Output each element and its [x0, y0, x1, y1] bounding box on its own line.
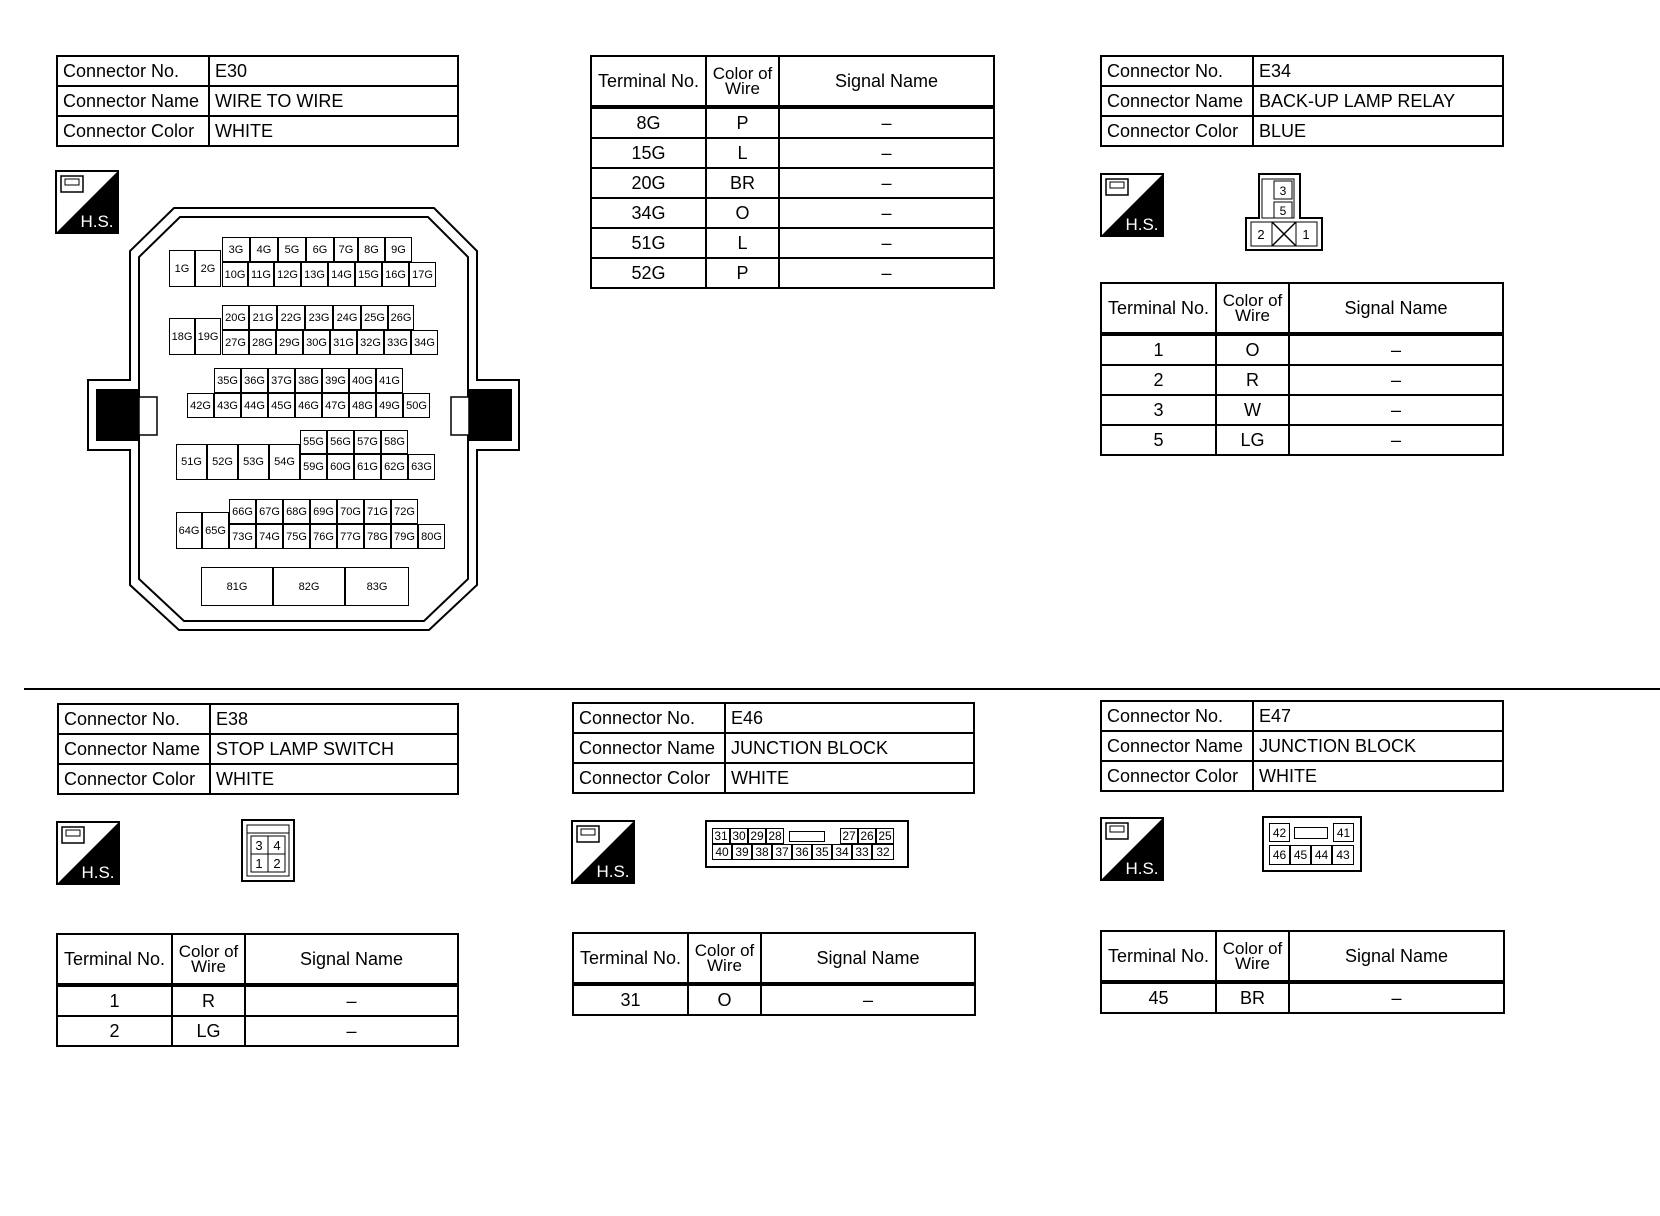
e30-pin: 11G: [248, 262, 274, 287]
e46-terminal-table: [572, 932, 976, 1016]
e30-pin: 39G: [322, 368, 349, 393]
table-cell: –: [779, 138, 994, 168]
e30-pin: 19G: [195, 318, 221, 355]
connector-color-label: Connector Color: [573, 763, 725, 793]
e30-pin: 56G: [327, 430, 354, 454]
e30-pin: 45G: [268, 393, 295, 418]
table-cell: –: [779, 198, 994, 228]
table-cell: LG: [172, 1016, 245, 1046]
e30-pin: 28G: [249, 330, 276, 355]
e30-pin: 24G: [333, 305, 361, 330]
e30-pin: 62G: [381, 454, 408, 480]
e30-pin: 68G: [283, 499, 310, 524]
connector-color-value: WHITE: [209, 116, 458, 146]
table-cell: –: [1289, 395, 1503, 425]
connector-name-label: Connector Name: [1101, 731, 1253, 761]
table-cell: 1: [1101, 334, 1216, 365]
e34-pin: 5: [1279, 204, 1287, 218]
e38-terminal-table: [56, 933, 459, 1047]
e30-pin: 17G: [409, 262, 436, 287]
signal-name-header: Signal Name: [245, 934, 458, 985]
e30-pin: 53G: [238, 444, 269, 480]
e47-key-slot: [1294, 827, 1328, 839]
e30-pin: 76G: [310, 524, 337, 549]
table-cell: O: [688, 984, 761, 1015]
hs-label: H.S.: [596, 862, 630, 881]
e30-pin: 79G: [391, 524, 418, 549]
connector-color-value: WHITE: [725, 763, 974, 793]
e30-pin: 25G: [361, 305, 388, 330]
e47-info-table: [1100, 700, 1504, 792]
e38-pin: 4: [273, 838, 281, 853]
e30-info-table: [56, 55, 459, 147]
table-cell: O: [706, 198, 779, 228]
connector-name-label: Connector Name: [1101, 86, 1253, 116]
wire-color-header: Color of Wire: [172, 934, 245, 985]
table-row: [573, 984, 975, 1015]
e30-pin: 82G: [273, 567, 345, 606]
e46-pin: 32: [872, 844, 894, 860]
e30-pin: 81G: [201, 567, 273, 606]
connector-no-value: E46: [725, 703, 974, 733]
e30-pin: 2G: [195, 250, 221, 287]
connector-no-value: E30: [209, 56, 458, 86]
terminal-no-header: Terminal No.: [57, 934, 172, 985]
table-cell: –: [245, 985, 458, 1016]
connector-no-label: Connector No.: [573, 703, 725, 733]
e30-pin: 52G: [207, 444, 238, 480]
connector-no-label: Connector No.: [1101, 56, 1253, 86]
e38-pin: 3: [255, 838, 263, 853]
wire-color-header: Color of Wire: [706, 56, 779, 107]
e30-pin: 51G: [176, 444, 207, 480]
e30-pin: 13G: [301, 262, 328, 287]
e30-pin: 78G: [364, 524, 391, 549]
e46-pin: 31: [712, 828, 730, 844]
e30-pin: 4G: [250, 237, 278, 262]
e30-pin: 63G: [408, 454, 435, 480]
signal-name-header: Signal Name: [761, 933, 975, 984]
e30-pin: 8G: [358, 237, 385, 262]
hs-label: H.S.: [80, 212, 114, 231]
signal-name-header: Signal Name: [1289, 283, 1503, 334]
table-cell: W: [1216, 395, 1289, 425]
connector-name-value: JUNCTION BLOCK: [1253, 731, 1503, 761]
table-cell: L: [706, 138, 779, 168]
signal-name-header: Signal Name: [779, 56, 994, 107]
hs-connector-icon: [571, 820, 635, 884]
e34-terminal-table: [1100, 282, 1504, 456]
e30-pin: 23G: [305, 305, 333, 330]
e30-pin: 20G: [222, 305, 249, 330]
connector-color-label: Connector Color: [1101, 761, 1253, 791]
connector-name-value: WIRE TO WIRE: [209, 86, 458, 116]
table-row: [57, 1016, 458, 1046]
e30-pin: 67G: [256, 499, 283, 524]
table-row: [591, 228, 994, 258]
table-cell: BR: [706, 168, 779, 198]
table-cell: P: [706, 258, 779, 288]
connector-color-value: WHITE: [210, 764, 458, 794]
e38-connector-face: [241, 819, 296, 883]
terminal-no-header: Terminal No.: [1101, 931, 1216, 982]
e34-pin: 2: [1257, 227, 1265, 242]
e30-pin: 70G: [337, 499, 364, 524]
connector-name-label: Connector Name: [58, 734, 210, 764]
e30-terminal-table: [590, 55, 995, 289]
connector-name-label: Connector Name: [57, 86, 209, 116]
e46-pin: 28: [766, 828, 784, 844]
e47-pin: 45: [1290, 845, 1311, 865]
signal-name-header: Signal Name: [1289, 931, 1504, 982]
e46-pin: 30: [730, 828, 748, 844]
e34-pin: 1: [1302, 227, 1310, 242]
table-row: [1101, 982, 1504, 1013]
e30-pin: 42G: [187, 393, 214, 418]
e30-pin: 73G: [229, 524, 256, 549]
e47-pin: 42: [1269, 823, 1290, 842]
hs-connector-icon: [56, 821, 120, 885]
e30-pin: 54G: [269, 444, 300, 480]
e30-pin: 75G: [283, 524, 310, 549]
e47-pin: 43: [1332, 845, 1354, 865]
e46-pin: 25: [876, 828, 894, 844]
table-cell: 31: [573, 984, 688, 1015]
table-cell: 20G: [591, 168, 706, 198]
e46-pin: 34: [832, 844, 852, 860]
e30-pin: 64G: [176, 512, 202, 549]
e46-pin: 38: [752, 844, 772, 860]
e30-pin: 59G: [300, 454, 327, 480]
table-cell: L: [706, 228, 779, 258]
table-cell: –: [779, 258, 994, 288]
table-cell: R: [1216, 365, 1289, 395]
e47-pin: 44: [1311, 845, 1332, 865]
connector-color-label: Connector Color: [1101, 116, 1253, 146]
e30-pin: 21G: [249, 305, 277, 330]
table-cell: R: [172, 985, 245, 1016]
e30-pin: 65G: [202, 512, 229, 549]
connector-no-label: Connector No.: [57, 56, 209, 86]
e30-pin: 37G: [268, 368, 295, 393]
e46-key-slot: [789, 831, 825, 842]
table-row: [1101, 425, 1503, 455]
table-cell: 5: [1101, 425, 1216, 455]
e30-pin: 30G: [303, 330, 330, 355]
e30-pin: 22G: [277, 305, 305, 330]
table-cell: –: [1289, 982, 1504, 1013]
terminal-no-header: Terminal No.: [573, 933, 688, 984]
e30-pin: 60G: [327, 454, 354, 480]
e30-pin: 57G: [354, 430, 381, 454]
connector-color-label: Connector Color: [58, 764, 210, 794]
e46-pin: 27: [840, 828, 858, 844]
e46-pin: 40: [712, 844, 732, 860]
table-row: [591, 258, 994, 288]
e30-pin: 14G: [328, 262, 355, 287]
hs-label: H.S.: [1125, 859, 1159, 878]
connector-no-value: E38: [210, 704, 458, 734]
e30-pin: 6G: [306, 237, 334, 262]
table-cell: –: [1289, 334, 1503, 365]
wire-color-header: Color of Wire: [688, 933, 761, 984]
e46-pin: 36: [792, 844, 812, 860]
connector-no-label: Connector No.: [1101, 701, 1253, 731]
e30-pin: 66G: [229, 499, 256, 524]
e30-pin: 77G: [337, 524, 364, 549]
e47-terminal-table: [1100, 930, 1505, 1014]
table-row: [57, 985, 458, 1016]
table-cell: 2: [57, 1016, 172, 1046]
hs-label: H.S.: [1125, 215, 1159, 234]
e30-pin: 41G: [376, 368, 403, 393]
connector-color-value: BLUE: [1253, 116, 1503, 146]
table-cell: –: [1289, 425, 1503, 455]
e30-pin: 74G: [256, 524, 283, 549]
table-cell: –: [761, 984, 975, 1015]
table-row: [591, 168, 994, 198]
e30-pin: 83G: [345, 567, 409, 606]
e30-pin: 33G: [384, 330, 411, 355]
e30-pin: 15G: [355, 262, 382, 287]
e30-pin: 26G: [388, 305, 414, 330]
e34-pin: 3: [1279, 184, 1287, 198]
connector-color-value: WHITE: [1253, 761, 1503, 791]
e34-info-table: [1100, 55, 1504, 147]
e30-pin: 61G: [354, 454, 381, 480]
e30-pin: 71G: [364, 499, 391, 524]
e30-pin: 1G: [169, 250, 195, 287]
e46-pin: 39: [732, 844, 752, 860]
table-row: [591, 138, 994, 168]
e30-pin: 43G: [214, 393, 241, 418]
connector-name-value: JUNCTION BLOCK: [725, 733, 974, 763]
e30-pin: 38G: [295, 368, 322, 393]
connector-color-label: Connector Color: [57, 116, 209, 146]
e46-pin: 26: [858, 828, 876, 844]
e30-pin: 49G: [376, 393, 403, 418]
e34-connector-face: [1244, 172, 1326, 254]
table-cell: BR: [1216, 982, 1289, 1013]
table-row: [1101, 334, 1503, 365]
e46-pin: 37: [772, 844, 792, 860]
table-cell: –: [1289, 365, 1503, 395]
e30-pin: 5G: [278, 237, 306, 262]
wire-color-header: Color of Wire: [1216, 283, 1289, 334]
e30-pin: 58G: [381, 430, 408, 454]
connector-no-value: E34: [1253, 56, 1503, 86]
e38-info-table: [57, 703, 459, 795]
e30-pin: 69G: [310, 499, 337, 524]
hs-connector-icon: [1100, 173, 1164, 237]
e30-pin: 35G: [214, 368, 241, 393]
e30-pin: 55G: [300, 430, 327, 454]
table-cell: –: [779, 168, 994, 198]
connector-name-label: Connector Name: [573, 733, 725, 763]
table-cell: –: [779, 107, 994, 138]
e47-pin: 41: [1333, 823, 1354, 842]
table-row: [591, 198, 994, 228]
table-cell: –: [245, 1016, 458, 1046]
e30-pin: 3G: [222, 237, 250, 262]
e30-pin: 18G: [169, 318, 195, 355]
e30-pin: 32G: [357, 330, 384, 355]
e30-pin: 72G: [391, 499, 418, 524]
e47-pin: 46: [1269, 845, 1290, 865]
section-divider: [24, 688, 1660, 690]
e30-pin: 12G: [274, 262, 301, 287]
table-cell: –: [779, 228, 994, 258]
e30-pin: 16G: [382, 262, 409, 287]
e30-pin: 50G: [403, 393, 430, 418]
e46-pin: 35: [812, 844, 832, 860]
hs-connector-icon: [1100, 817, 1164, 881]
e30-pin: 34G: [411, 330, 438, 355]
e46-info-table: [572, 702, 975, 794]
table-row: [591, 107, 994, 138]
e30-pin: 40G: [349, 368, 376, 393]
e30-pin: 9G: [385, 237, 412, 262]
e30-pin: 10G: [222, 262, 248, 287]
table-cell: LG: [1216, 425, 1289, 455]
table-cell: 52G: [591, 258, 706, 288]
e30-pin: 29G: [276, 330, 303, 355]
table-cell: 34G: [591, 198, 706, 228]
connector-no-value: E47: [1253, 701, 1503, 731]
table-cell: O: [1216, 334, 1289, 365]
wire-color-header: Color of Wire: [1216, 931, 1289, 982]
table-row: [1101, 395, 1503, 425]
e30-pin: 48G: [349, 393, 376, 418]
table-cell: 15G: [591, 138, 706, 168]
e38-pin: 1: [255, 856, 263, 871]
e30-pin: 46G: [295, 393, 322, 418]
e30-pin: 47G: [322, 393, 349, 418]
e30-pin: 27G: [222, 330, 249, 355]
table-cell: 45: [1101, 982, 1216, 1013]
table-cell: 8G: [591, 107, 706, 138]
e46-pin: 29: [748, 828, 766, 844]
e30-pin: 31G: [330, 330, 357, 355]
e30-pin: 7G: [334, 237, 358, 262]
table-cell: 3: [1101, 395, 1216, 425]
table-cell: 2: [1101, 365, 1216, 395]
e46-pin: 33: [852, 844, 872, 860]
e30-pin: 80G: [418, 524, 445, 549]
e38-pin: 2: [273, 856, 281, 871]
connector-no-label: Connector No.: [58, 704, 210, 734]
e30-pin: 44G: [241, 393, 268, 418]
e30-pin: 36G: [241, 368, 268, 393]
table-cell: 51G: [591, 228, 706, 258]
table-row: [1101, 365, 1503, 395]
hs-label: H.S.: [81, 863, 115, 882]
connector-name-value: STOP LAMP SWITCH: [210, 734, 458, 764]
table-cell: P: [706, 107, 779, 138]
connector-name-value: BACK-UP LAMP RELAY: [1253, 86, 1503, 116]
table-cell: 1: [57, 985, 172, 1016]
terminal-no-header: Terminal No.: [591, 56, 706, 107]
terminal-no-header: Terminal No.: [1101, 283, 1216, 334]
